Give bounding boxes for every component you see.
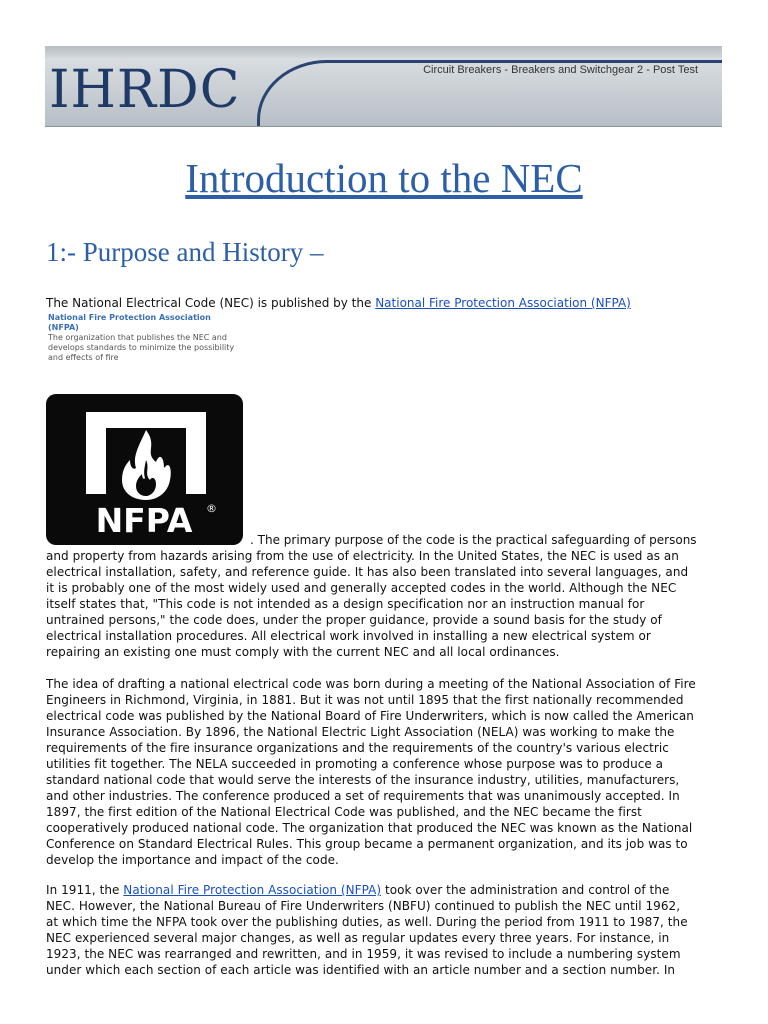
tooltip-line-3: and effects of fire (48, 353, 119, 362)
section-heading: 1:- Purpose and History – (46, 237, 324, 267)
nfpa-link[interactable]: National Fire Protection Association (NFPA) (375, 296, 631, 310)
paragraph-3-first-line: took over the administration and control of the (381, 883, 670, 897)
registered-mark: ® (206, 502, 217, 515)
nfpa-link-2[interactable]: National Fire Protection Association (NFPA) (123, 883, 382, 897)
paragraph-3 (46, 882, 726, 978)
tooltip-title: National Fire Protection Association (NFPA) (48, 313, 211, 332)
paragraph-2: The idea of drafting a national electrical code was born during a meeting of the National Association of Fire Engineers in Richmond, Virginia, in 1881. But it was not until 1895 that the first nationally recommended electrical code was published by the National Board of Fire Underwriters, which is now called the American Insurance Association. By 1896, the National Electric Light Association (NELA) was working to make the requirements of the fire insurance organizations and the requirements of the country's various electric utilities fit together. The NELA succeeded in promoting a conference whose purpose was to produce a standard national code that would serve the interests of the insurance industry, utilities, manufacturers, and other industries. The conference produced a set of requirements that was unanimously accepted. In 1897, the first edition of the National Electrical Code was published, and the NEC became the first cooperatively produced national code. The organization that produced the NEC was known as the National Conference on Standard Electrical Rules. This group became a permanent organization, and its job was to develop the importance and impact of the code. (46, 677, 696, 867)
tooltip-line-2: develops standards to minimize the possibility (48, 343, 235, 352)
nfpa-logo (46, 394, 243, 545)
banner-caption: Circuit Breakers - Breakers and Switchgear 2 - Post Test (423, 64, 698, 76)
banner-top-band (45, 46, 722, 58)
paragraph-3-body: NEC. However, the National Bureau of Fire Underwriters (NBFU) continued to publish the NEC until 1962, at which time the NFPA took over the publishing duties, as well. During the period from 1911 to 1987, the NEC experienced several major changes, as well as regular updates every three years. For instance, in 1923, the NEC was rearranged and rewritten, and in 1959, it was revised to include a numbering system under which each section of each article was identified with an article number and a section number. In (46, 899, 688, 977)
paragraph-1: and property from hazards arising from the use of electricity. In the United States, the NEC is used as an electrical installation, safety, and reference guide. It has also been translated into several languages, and it is probably one of the most widely used and generally accepted codes in the world. Although the NEC itself states that, "This code is not intended as a design specification nor an instruction manual for untrained persons," the code does, under the proper guidance, provide a sound basis for the study of electrical installation procedures. All electrical work involved in installing a new electrical system or repairing an existing one must comply with the current NEC and all local ordinances. (46, 549, 689, 659)
paragraph-3-prefix: In 1911, the (46, 883, 124, 897)
nfpa-tooltip (48, 313, 238, 363)
nfpa-logo-text: NFPA (95, 501, 193, 540)
intro-paragraph (46, 295, 736, 311)
header-banner (45, 46, 722, 127)
ihrdc-logo: IHRDC (49, 60, 241, 120)
page-title: Introduction to the NEC (185, 155, 583, 201)
intro-text: The National Electrical Code (NEC) is published by the (46, 296, 376, 310)
nfpa-logo-graphic (46, 394, 243, 545)
flame-icon (122, 430, 171, 500)
paragraph-1-lead: . The primary purpose of the code is the practical safeguarding of persons (250, 533, 697, 547)
tooltip-line-1: The organization that publishes the NEC and (48, 333, 227, 342)
